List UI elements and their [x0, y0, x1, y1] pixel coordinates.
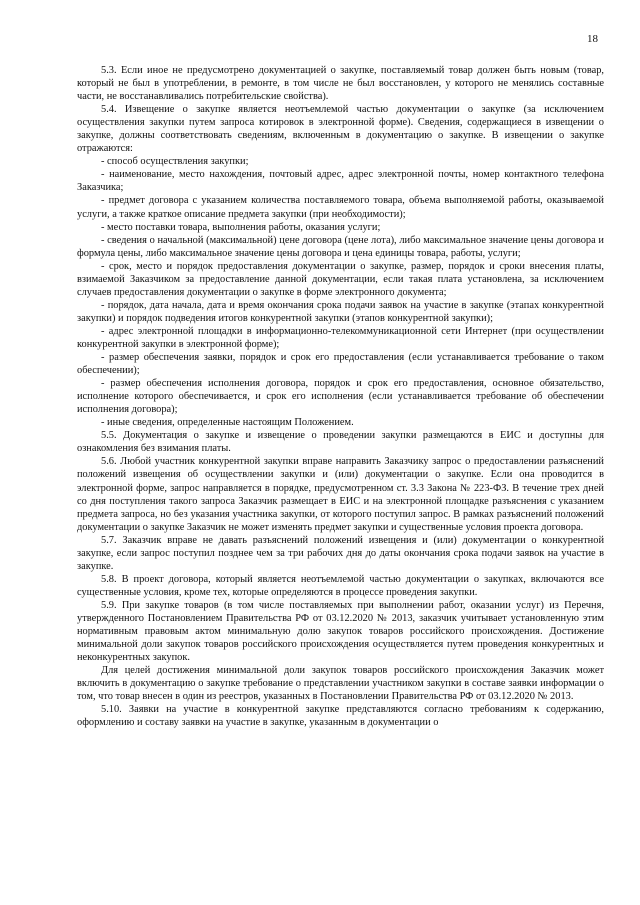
paragraph-5-10: 5.10. Заявки на участие в конкурентной закупке представляются согласно требованиям к содержанию, оформлению и составу заявки на участие в закупке, указанным в документации о: [77, 704, 604, 729]
list-item: - наименование, место нахождения, почтовый адрес, адрес электронной почты, номер контактного телефона Заказчика;: [77, 169, 604, 194]
list-item: - размер обеспечения заявки, порядок и срок его предоставления (если устанавливается требование о таком обеспечении);: [77, 352, 604, 377]
paragraph-5-8: 5.8. В проект договора, который является неотъемлемой частью документации о закупках, включаются все существенные условия, кроме тех, которые определяются в процессе проведения закупки.: [77, 573, 604, 598]
list-item: - предмет договора с указанием количества поставляемого товара, объема выполняемой работы, оказываемой услуги, а также краткое описание предмета закупки (при необходимости);: [77, 195, 604, 220]
list-item: - место поставки товара, выполнения работы, оказания услуги;: [101, 221, 381, 233]
paragraph-5-7: 5.7. Заказчик вправе не давать разъяснений положений извещения и (или) документации о конкурентной закупке, если запрос поступил позднее чем за три рабочих дня до даты окончания срока подачи заявок на участие в закупке.: [77, 534, 604, 572]
document-body: [77, 64, 604, 729]
list-item: - адрес электронной площадки в информационно-телекоммуникационной сети Интернет (при осуществлении конкурентной закупки в электронной форме);: [77, 325, 604, 350]
page-number: 18: [587, 33, 598, 45]
paragraph-5-9-continued: Для целей достижения минимальной доли закупок товаров российского происхождения Заказчик может включить в документацию о закупке требование о представлении участником закупки в составе заявки информации о том, что товар внесен в один из реестров, указанных в Постановлении Правительства РФ от 03.12.2020 № 2013.: [77, 665, 604, 703]
paragraph-5-3: 5.3. Если иное не предусмотрено документацией о закупке, поставляемый товар должен быть новым (товар, который не был в употреблении, в ремонте, в том числе не был восстановлен, у которого не менялись составные части, не восстанавливались потребительские свойства).: [77, 65, 604, 103]
list-item: - порядок, дата начала, дата и время окончания срока подачи заявок на участие в закупке (этапах конкурентной закупки) и порядок подведения итогов конкурентной закупки (этапов конкурентной закупки);: [77, 299, 604, 324]
paragraph-5-4: 5.4. Извещение о закупке является неотъемлемой частью документации о закупке (за исключением осуществления закупки путем запроса котировок в электронной форме). Сведения, содержащиеся в извещении о закупке, должны соответствовать сведениям, включенным в документацию о закупке. В извещении о закупке отражаются:: [77, 104, 604, 155]
list-item: - сведения о начальной (максимальной) цене договора (цене лота), либо максимальное значение цены договора и формула цены, либо максимальное значение цены договора и цена единицы товара, работы, услуги;: [77, 234, 604, 259]
list-item: - иные сведения, определенные настоящим Положением.: [101, 417, 354, 429]
paragraph-5-6: 5.6. Любой участник конкурентной закупки вправе направить Заказчику запрос о предоставлении разъяснений положений извещения об осуществлении закупки и (или) документации о закупке. Если она проводится в электронной форме, запрос направляется в порядке, предусмотренном ст. 3.3 Закона № 223-ФЗ. В течение трех дней со дня поступления такого запроса Заказчик размещает в ЕИС и на электронной площадке разъяснения с указанием предмета запроса, но без указания участника закупки, от которого поступил запрос. В рамках разъяснений положений документации о закупке Заказчик не может изменять предмет закупки и существенные условия проекта договора.: [77, 456, 604, 533]
list-item: - срок, место и порядок предоставления документации о закупке, размер, порядок и сроки внесения платы, взимаемой Заказчиком за предоставление данной документации, если такая плата установлена, за исключением случаев предоставления документации о закупке в форме электронного документа;: [77, 260, 604, 298]
list-item: - способ осуществления закупки;: [101, 156, 249, 168]
list-item: - размер обеспечения исполнения договора, порядок и срок его предоставления, основное обязательство, исполнение которого обеспечивается, и срок его исполнения (если устанавливается требование об обеспечении исполнения договора);: [77, 378, 604, 416]
paragraph-5-5: 5.5. Документация о закупке и извещение о проведении закупки размещаются в ЕИС и доступны для ознакомления без взимания платы.: [77, 430, 604, 455]
paragraph-5-9: 5.9. При закупке товаров (в том числе поставляемых при выполнении работ, оказании услуг) из Перечня, утвержденного Постановлением Правительства РФ от 03.12.2020 № 2013, заказчик учитывает установленную этим нормативным правовым актом минимальную долю закупок товаров российского происхождения. Достижение минимальной доли закупок товаров российского происхождения осуществляется путем проведения конкурентных и неконкурентных закупок.: [77, 599, 604, 664]
